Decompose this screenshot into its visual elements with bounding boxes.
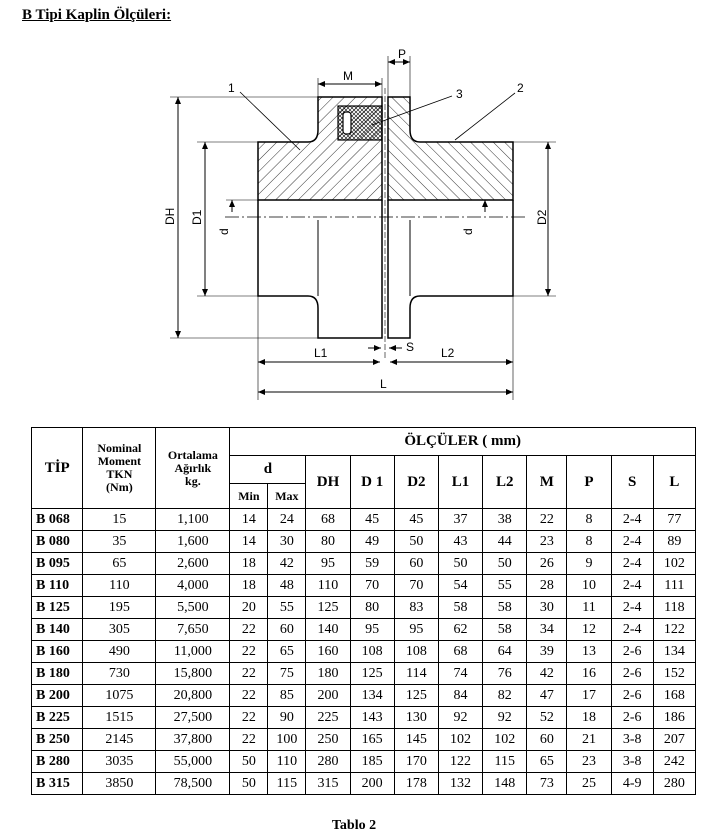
table-row [32,531,696,553]
table-cell: 30 [527,597,567,619]
table-cell: 18 [230,575,268,597]
header-dh: DH [306,456,350,509]
table-cell: 115 [268,773,306,795]
table-cell: 1,100 [156,509,230,531]
table-cell: 1,600 [156,531,230,553]
table-cell: 50 [438,553,482,575]
table-cell: 280 [306,751,350,773]
table-cell: 58 [483,619,527,641]
table-cell: 9 [567,553,611,575]
header-d-min: Min [230,484,268,509]
header-m: M [527,456,567,509]
table-cell: 110 [83,575,156,597]
table-cell: 225 [306,707,350,729]
table-cell: 3-8 [611,751,653,773]
table-row [32,729,696,751]
table-cell: 7,650 [156,619,230,641]
row-type-cell: B 125 [32,597,83,619]
table-cell: 34 [527,619,567,641]
table-cell: 80 [350,597,394,619]
table-cell: 125 [350,663,394,685]
table-cell: 62 [438,619,482,641]
label-d-left: d [217,228,231,235]
table-cell: 2-6 [611,641,653,663]
table-cell: 24 [268,509,306,531]
table-cell: 22 [230,663,268,685]
table-cell: 18 [567,707,611,729]
table-cell: 108 [394,641,438,663]
header-l: L [653,456,695,509]
table-cell: 20,800 [156,685,230,707]
table-cell: 22 [230,729,268,751]
table-cell: 111 [653,575,695,597]
table-cell: 59 [350,553,394,575]
table-cell: 22 [230,641,268,663]
label-d1: D1 [190,209,204,225]
table-row [32,575,696,597]
header-d1: D 1 [350,456,394,509]
table-cell: 64 [483,641,527,663]
table-cell: 3850 [83,773,156,795]
table-row [32,509,696,531]
table-cell: 60 [268,619,306,641]
label-l: L [380,377,387,391]
table-cell: 50 [230,773,268,795]
table-cell: 45 [394,509,438,531]
table-caption: Tablo 2 [331,818,377,833]
row-type-cell: B 160 [32,641,83,663]
table-cell: 2-4 [611,575,653,597]
header-l1: L1 [438,456,482,509]
table-cell: 89 [653,531,695,553]
table-cell: 21 [567,729,611,751]
table-cell: 130 [394,707,438,729]
table-cell: 95 [306,553,350,575]
table-cell: 2-4 [611,531,653,553]
table-cell: 60 [527,729,567,751]
table-row [32,553,696,575]
table-cell: 16 [567,663,611,685]
table-row [32,751,696,773]
table-cell: 23 [527,531,567,553]
table-cell: 37 [438,509,482,531]
table-cell: 49 [350,531,394,553]
header-s: S [611,456,653,509]
table-cell: 490 [83,641,156,663]
row-type-cell: B 080 [32,531,83,553]
table-cell: 65 [527,751,567,773]
label-p: P [398,47,407,61]
table-cell: 22 [230,707,268,729]
table-cell: 84 [438,685,482,707]
table-row [32,619,696,641]
table-cell: 47 [527,685,567,707]
table-cell: 68 [438,641,482,663]
table-row [32,773,696,795]
table-cell: 83 [394,597,438,619]
header-d2: D2 [394,456,438,509]
table-row [32,597,696,619]
table-cell: 15 [83,509,156,531]
row-type-cell: B 095 [32,553,83,575]
table-cell: 12 [567,619,611,641]
table-cell: 2-4 [611,597,653,619]
table-cell: 168 [653,685,695,707]
elastic-insert [338,106,382,140]
table-cell: 15,800 [156,663,230,685]
table-cell: 170 [394,751,438,773]
label-part2: 2 [517,81,524,95]
row-type-cell: B 068 [32,509,83,531]
table-cell: 76 [483,663,527,685]
label-dh: DH [163,207,177,225]
table-cell: 30 [268,531,306,553]
table-cell: 35 [83,531,156,553]
table-cell: 14 [230,531,268,553]
table-cell: 125 [394,685,438,707]
table-cell: 280 [653,773,695,795]
table-cell: 54 [438,575,482,597]
table-cell: 60 [394,553,438,575]
table-cell: 195 [83,597,156,619]
table-cell: 178 [394,773,438,795]
table-cell: 122 [653,619,695,641]
table-cell: 75 [268,663,306,685]
table-cell: 186 [653,707,695,729]
header-moment: Nominal Moment TKN (Nm) [83,428,156,509]
lower-outline [258,200,513,338]
table-cell: 58 [438,597,482,619]
label-d-right: d [461,228,475,235]
table-cell: 2-6 [611,707,653,729]
table-cell: 134 [653,641,695,663]
row-type-cell: B 280 [32,751,83,773]
table-cell: 95 [350,619,394,641]
table-cell: 20 [230,597,268,619]
table-cell: 102 [438,729,482,751]
table-cell: 148 [483,773,527,795]
table-cell: 115 [483,751,527,773]
page-title: B Tipi Kaplin Ölçüleri: [22,7,172,23]
table-cell: 13 [567,641,611,663]
table-cell: 122 [438,751,482,773]
table-row [32,663,696,685]
table-cell: 11,000 [156,641,230,663]
table-cell: 2-6 [611,663,653,685]
table-cell: 42 [268,553,306,575]
table-cell: 315 [306,773,350,795]
table-cell: 38 [483,509,527,531]
table-cell: 22 [230,619,268,641]
table-cell: 152 [653,663,695,685]
table-cell: 305 [83,619,156,641]
table-cell: 2-4 [611,553,653,575]
table-cell: 4-9 [611,773,653,795]
table-cell: 74 [438,663,482,685]
table-cell: 4,000 [156,575,230,597]
header-d-max: Max [268,484,306,509]
header-l2: L2 [483,456,527,509]
label-part3: 3 [456,87,463,101]
table-row [32,685,696,707]
table-cell: 5,500 [156,597,230,619]
table-cell: 3035 [83,751,156,773]
table-cell: 11 [567,597,611,619]
table-cell: 8 [567,509,611,531]
table-cell: 44 [483,531,527,553]
row-type-cell: B 110 [32,575,83,597]
table-cell: 39 [527,641,567,663]
label-d2: D2 [535,209,549,225]
dimensions-table [31,427,696,795]
header-d: d [230,456,306,484]
table-cell: 134 [350,685,394,707]
table-cell: 78,500 [156,773,230,795]
table-cell: 22 [527,509,567,531]
table-cell: 92 [438,707,482,729]
row-type-cell: B 225 [32,707,83,729]
table-cell: 2-4 [611,509,653,531]
table-cell: 50 [230,751,268,773]
table-cell: 85 [268,685,306,707]
table-cell: 207 [653,729,695,751]
table-cell: 110 [268,751,306,773]
label-part1: 1 [228,81,235,95]
row-type-cell: B 180 [32,663,83,685]
row-type-cell: B 250 [32,729,83,751]
table-cell: 42 [527,663,567,685]
table-cell: 50 [394,531,438,553]
table-cell: 132 [438,773,482,795]
table-cell: 45 [350,509,394,531]
coupling-drawing [0,0,708,410]
table-cell: 2-6 [611,685,653,707]
table-cell: 125 [306,597,350,619]
table-cell: 65 [83,553,156,575]
table-cell: 242 [653,751,695,773]
table-cell: 65 [268,641,306,663]
table-cell: 28 [527,575,567,597]
row-type-cell: B 140 [32,619,83,641]
table-cell: 82 [483,685,527,707]
row-type-cell: B 200 [32,685,83,707]
header-p: P [567,456,611,509]
table-cell: 145 [394,729,438,751]
table-cell: 114 [394,663,438,685]
table-cell: 58 [483,597,527,619]
table-cell: 185 [350,751,394,773]
table-cell: 250 [306,729,350,751]
table-row [32,641,696,663]
table-cell: 52 [527,707,567,729]
table-cell: 180 [306,663,350,685]
table-cell: 102 [653,553,695,575]
table-row [32,707,696,729]
table-cell: 68 [306,509,350,531]
table-cell: 55,000 [156,751,230,773]
table-cell: 140 [306,619,350,641]
header-tip: TİP [32,428,83,509]
table-cell: 102 [483,729,527,751]
header-weight: Ortalama Ağırlık kg. [156,428,230,509]
table-cell: 90 [268,707,306,729]
table-cell: 80 [306,531,350,553]
table-cell: 50 [483,553,527,575]
label-l1: L1 [314,346,328,360]
table-cell: 2-4 [611,619,653,641]
table-cell: 25 [567,773,611,795]
table-cell: 200 [350,773,394,795]
table-cell: 26 [527,553,567,575]
table-cell: 143 [350,707,394,729]
table-cell: 8 [567,531,611,553]
table-cell: 48 [268,575,306,597]
table-cell: 18 [230,553,268,575]
table-cell: 55 [483,575,527,597]
table-cell: 27,500 [156,707,230,729]
table-cell: 2145 [83,729,156,751]
table-cell: 22 [230,685,268,707]
table-cell: 70 [350,575,394,597]
table-cell: 100 [268,729,306,751]
table-cell: 55 [268,597,306,619]
label-l2: L2 [441,346,455,360]
table-cell: 95 [394,619,438,641]
label-m: M [343,69,353,83]
table-cell: 165 [350,729,394,751]
table-cell: 92 [483,707,527,729]
table-cell: 118 [653,597,695,619]
table-cell: 23 [567,751,611,773]
table-cell: 2,600 [156,553,230,575]
label-s: S [406,340,415,354]
table-cell: 17 [567,685,611,707]
table-cell: 1075 [83,685,156,707]
row-type-cell: B 315 [32,773,83,795]
table-cell: 70 [394,575,438,597]
table-cell: 77 [653,509,695,531]
table-cell: 160 [306,641,350,663]
table-cell: 14 [230,509,268,531]
table-cell: 200 [306,685,350,707]
table-cell: 730 [83,663,156,685]
table-cell: 110 [306,575,350,597]
table-cell: 43 [438,531,482,553]
table-cell: 73 [527,773,567,795]
table-cell: 3-8 [611,729,653,751]
table-cell: 1515 [83,707,156,729]
table-cell: 108 [350,641,394,663]
table-cell: 10 [567,575,611,597]
table-cell: 37,800 [156,729,230,751]
header-olculer: ÖLÇÜLER ( mm) [230,428,696,456]
